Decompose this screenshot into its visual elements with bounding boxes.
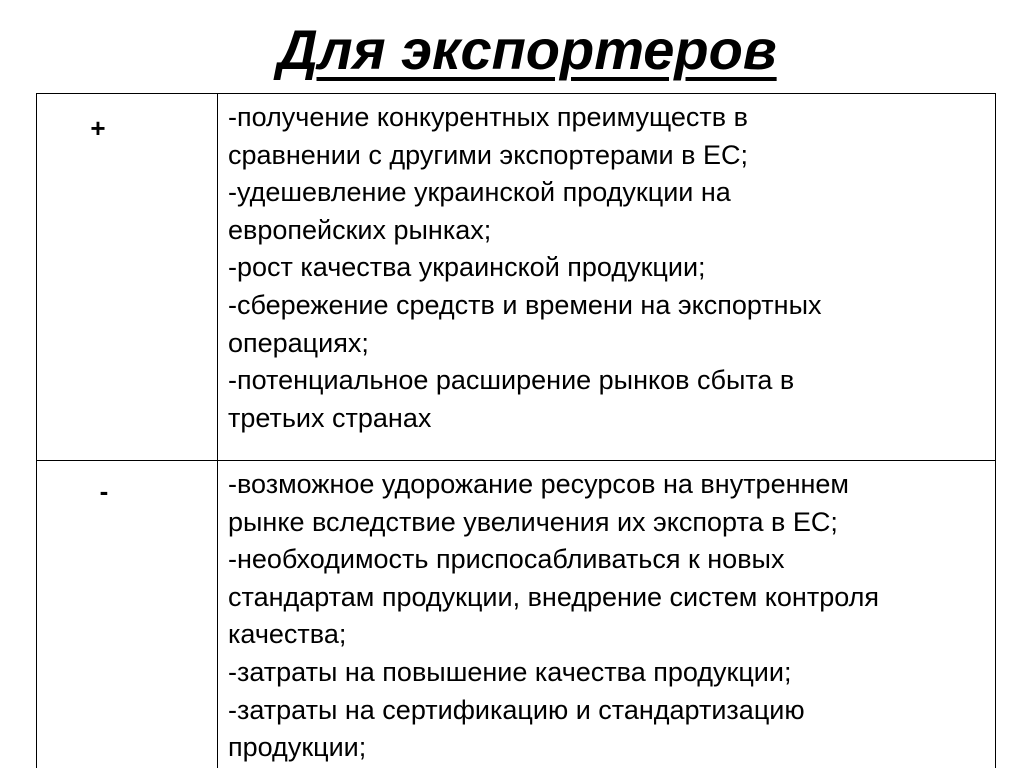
pros-line: -удешевление украинской продукции на xyxy=(228,177,731,208)
page-title: Для экспортеров xyxy=(277,18,777,81)
cons-line: рынке вследствие увеличения их экспорта в ЕС; xyxy=(228,506,838,537)
cons-line: -возможное удорожание ресурсов на внутреннем xyxy=(228,469,849,499)
pros-sign: + xyxy=(90,113,106,143)
cons-line: продукции; xyxy=(228,732,367,763)
row-divider xyxy=(37,460,995,461)
pros-line: сравнении с другими экспортерами в ЕС; xyxy=(228,139,748,170)
cons-sign: - xyxy=(99,476,109,506)
pros-line: третьих странах xyxy=(228,402,432,433)
cons-line: качества; xyxy=(228,619,347,650)
pros-line: европейских рынках; xyxy=(228,214,492,245)
pros-line: -сбережение средств и времени на экспортных xyxy=(228,289,822,320)
pros-line: -получение конкурентных преимуществ в xyxy=(228,102,748,132)
pros-cell xyxy=(228,99,998,437)
cons-line: стандартам продукции, внедрение систем контроля xyxy=(228,581,880,612)
pros-line: операциях; xyxy=(228,327,369,358)
cons-line: -затраты на повышение качества продукции; xyxy=(228,656,792,687)
cons-line: -затраты на сертификацию и стандартизацию xyxy=(228,694,805,725)
column-divider xyxy=(217,94,218,768)
cons-line: -необходимость приспосабливаться к новых xyxy=(228,544,785,575)
pros-line: -потенциальное расширение рынков сбыта в xyxy=(228,365,795,396)
pros-line: -рост качества украинской продукции; xyxy=(228,252,706,283)
cons-cell xyxy=(228,466,998,767)
